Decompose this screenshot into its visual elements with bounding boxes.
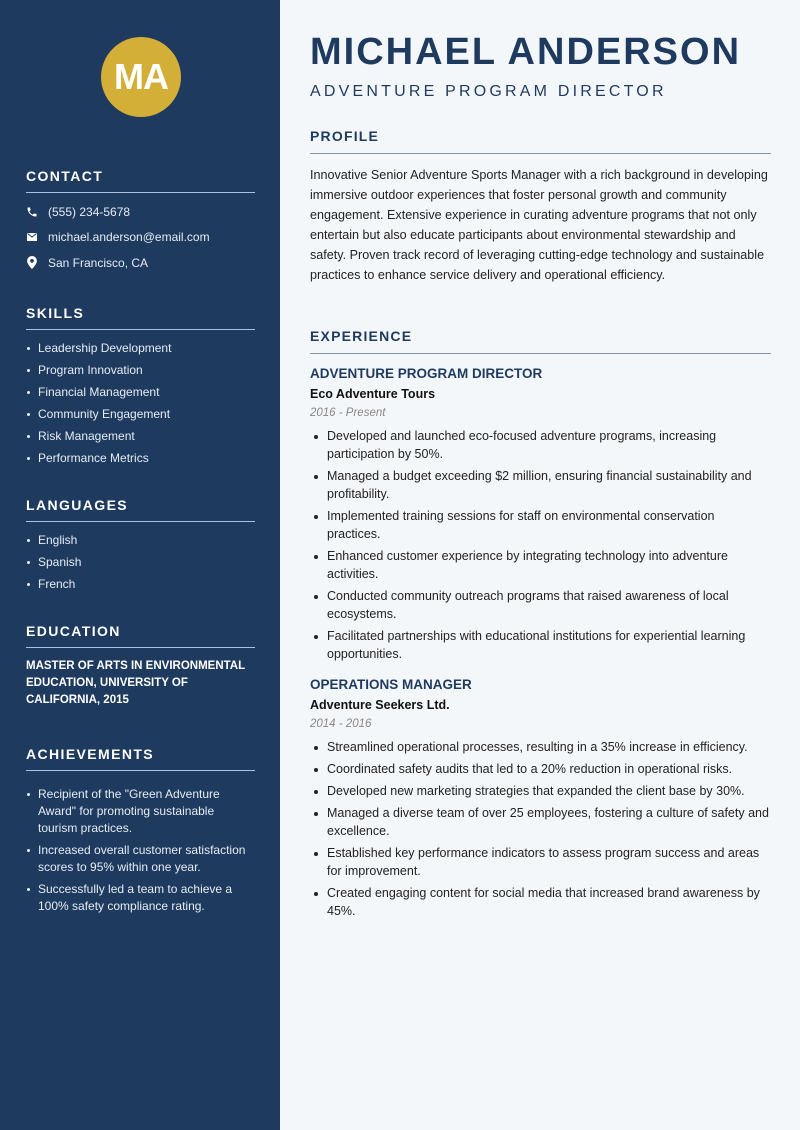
achievement-item: Increased overall customer satisfaction scores to 95% within one year. xyxy=(26,842,255,876)
sidebar xyxy=(0,0,280,1130)
job-entry xyxy=(310,366,771,663)
education-text: MASTER OF ARTS IN ENVIRONMENTAL EDUCATION, UNIVERSITY OF CALIFORNIA, 2015 xyxy=(26,660,245,706)
education-section xyxy=(26,623,255,709)
language-item: English xyxy=(26,532,255,549)
skills-list xyxy=(26,340,255,467)
job-bullet: Enhanced customer experience by integrating technology into adventure activities. xyxy=(310,547,771,583)
contact-location xyxy=(26,250,255,276)
language-item: Spanish xyxy=(26,554,255,571)
job-bullet: Conducted community outreach programs that raised awareness of local ecosystems. xyxy=(310,587,771,623)
job-bullet: Managed a diverse team of over 25 employees, fostering a culture of safety and excellence. xyxy=(310,804,771,840)
candidate-title: ADVENTURE PROGRAM DIRECTOR xyxy=(310,83,667,100)
achievement-item: Successfully led a team to achieve a 100% safety compliance rating. xyxy=(26,881,255,915)
skills-heading: SKILLS xyxy=(26,305,255,330)
languages-list xyxy=(26,532,255,593)
candidate-name: MICHAEL ANDERSON xyxy=(310,31,742,73)
education-heading: EDUCATION xyxy=(26,623,255,648)
job-title: OPERATIONS MANAGER xyxy=(310,677,472,692)
email-icon xyxy=(26,231,38,243)
avatar-initials: MA xyxy=(114,56,168,97)
job-dates: 2016 - Present xyxy=(310,407,386,419)
job-dates: 2014 - 2016 xyxy=(310,718,372,730)
skill-item: Program Innovation xyxy=(26,362,255,379)
job-title: ADVENTURE PROGRAM DIRECTOR xyxy=(310,366,543,381)
phone-icon xyxy=(26,206,38,218)
phone-text: (555) 234-5678 xyxy=(48,204,131,219)
contact-phone[interactable] xyxy=(26,199,255,225)
skills-section xyxy=(26,305,255,472)
job-bullet: Created engaging content for social media that increased brand awareness by 45%. xyxy=(310,884,771,920)
job-bullets xyxy=(310,427,771,663)
experience-heading: EXPERIENCE xyxy=(310,328,771,354)
job-bullet: Streamlined operational processes, resulting in a 35% increase in efficiency. xyxy=(310,738,771,756)
contact-email[interactable] xyxy=(26,225,255,251)
job-bullets xyxy=(310,738,771,920)
job-bullet: Developed and launched eco-focused adventure programs, increasing participation by 50%. xyxy=(310,427,771,463)
email-text: michael.anderson@email.com xyxy=(48,230,210,245)
skill-item: Leadership Development xyxy=(26,340,255,357)
job-bullet: Managed a budget exceeding $2 million, ensuring financial sustainability and profitability. xyxy=(310,467,771,503)
job-company: Adventure Seekers Ltd. xyxy=(310,698,450,712)
location-text: San Francisco, CA xyxy=(48,255,149,270)
job-bullet: Implemented training sessions for staff on environmental conservation practices. xyxy=(310,507,771,543)
job-bullet: Coordinated safety audits that led to a 20% reduction in operational risks. xyxy=(310,760,771,778)
skill-item: Risk Management xyxy=(26,428,255,445)
languages-section xyxy=(26,497,255,598)
job-bullet: Facilitated partnerships with educational institutions for experiential learning opportunities. xyxy=(310,627,771,663)
languages-heading: LANGUAGES xyxy=(26,497,255,522)
contact-heading: CONTACT xyxy=(26,168,255,193)
achievement-item: Recipient of the "Green Adventure Award" for promoting sustainable tourism practices. xyxy=(26,786,255,837)
contact-section xyxy=(26,168,255,276)
location-pin-icon xyxy=(26,257,38,269)
experience-section xyxy=(310,328,771,924)
profile-section xyxy=(310,128,771,285)
job-bullet: Established key performance indicators to assess program success and areas for improvement. xyxy=(310,844,771,880)
job-bullet: Developed new marketing strategies that expanded the client base by 30%. xyxy=(310,782,771,800)
profile-heading: PROFILE xyxy=(310,128,771,154)
achievements-section xyxy=(26,746,255,920)
skill-item: Performance Metrics xyxy=(26,450,255,467)
profile-text: Innovative Senior Adventure Sports Manager with a rich background in developing immersive outdoor experiences that foster personal growth and community engagement. Extensive experience in curating adventure programs that not only entertain but also educate participants about environmental stewardship and safety. Proven track record of leveraging cutting-edge technology and sustainable practices to enhance service delivery and operational efficiency. xyxy=(310,168,768,282)
language-item: French xyxy=(26,576,255,593)
achievements-heading: ACHIEVEMENTS xyxy=(26,746,255,771)
avatar xyxy=(101,37,181,117)
skill-item: Community Engagement xyxy=(26,406,255,423)
job-company: Eco Adventure Tours xyxy=(310,387,436,401)
achievements-list xyxy=(26,786,255,915)
job-entry xyxy=(310,677,771,920)
skill-item: Financial Management xyxy=(26,384,255,401)
